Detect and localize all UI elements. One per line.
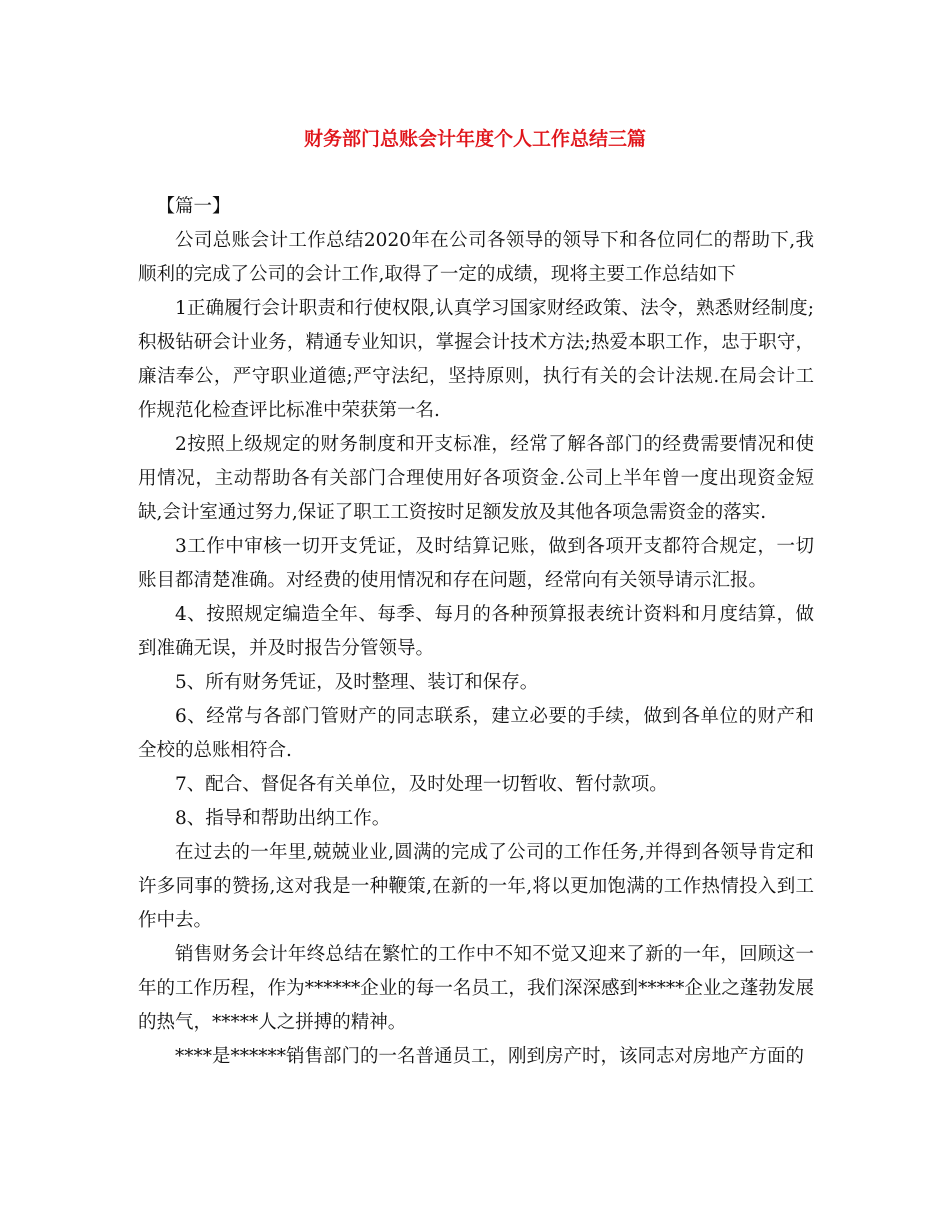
paragraph-item-3: 3工作中审核一切开支凭证，及时结算记账，做到各项开支都符合规定，一切账目都清楚准确。对经费的使用情况和存在问题，经常向有关领导请示汇报。 [138, 536, 814, 591]
paragraph-item-2: 2按照上级规定的财务制度和开支标准，经常了解各部门的经费需要情况和使用情况，主动帮助各有关部门合理使用好各项资金.公司上半年曾一度出现资金短缺,会计室通过努力,保证了职工工资按时足额发放及其他各项急需资金的落实. [138, 434, 814, 523]
paragraph-summary: 在过去的一年里,兢兢业业,圆满的完成了公司的工作任务,并得到各领导肯定和许多同事的赞扬,这对我是一种鞭策,在新的一年,将以更加饱满的工作热情投入到工作中去。 [138, 842, 814, 931]
paragraph-sales-summary: 销售财务会计年终总结在繁忙的工作中不知不觉又迎来了新的一年，回顾这一年的工作历程，作为******企业的每一名员工，我们深深感到*****企业之蓬勃发展的热气，*****人之拼搏的精神。 [138, 944, 814, 1033]
paragraph-intro: 公司总账会计工作总结2020年在公司各领导的领导下和各位同仁的帮助下,我顺利的完成了公司的会计工作,取得了一定的成绩，现将主要工作总结如下 [138, 230, 814, 285]
paragraph-item-4: 4、按照规定编造全年、每季、每月的各种预算报表统计资料和月度结算，做到准确无误，并及时报告分管领导。 [138, 604, 814, 659]
paragraph-item-7: 7、配合、督促各有关单位，及时处理一切暂收、暂付款项。 [175, 774, 668, 795]
paragraph-item-6: 6、经常与各部门管财产的同志联系，建立必要的手续，做到各单位的财产和全校的总账相符合. [138, 706, 814, 761]
paragraph-item-5: 5、所有财务凭证，及时整理、装订和保存。 [175, 672, 539, 693]
paragraph-employee: ****是******销售部门的一名普通员工，刚到房产时，该同志对房地产方面的 [175, 1046, 805, 1067]
paragraph-item-1: 1正确履行会计职责和行使权限,认真学习国家财经政策、法令，熟悉财经制度;积极钻研会计业务，精通专业知识，掌握会计技术方法;热爱本职工作，忠于职守，廉洁奉公，严守职业道德;严守法纪，坚持原则，执行有关的会计法规.在局会计工作规范化检查评比标准中荣获第一名. [138, 298, 814, 421]
document-title: 财务部门总账会计年度个人工作总结三篇 [303, 128, 646, 150]
paragraph-item-8: 8、指导和帮助出纳工作。 [175, 808, 391, 829]
document-body [138, 190, 814, 1074]
section-heading: 【篇一】 [156, 196, 231, 217]
